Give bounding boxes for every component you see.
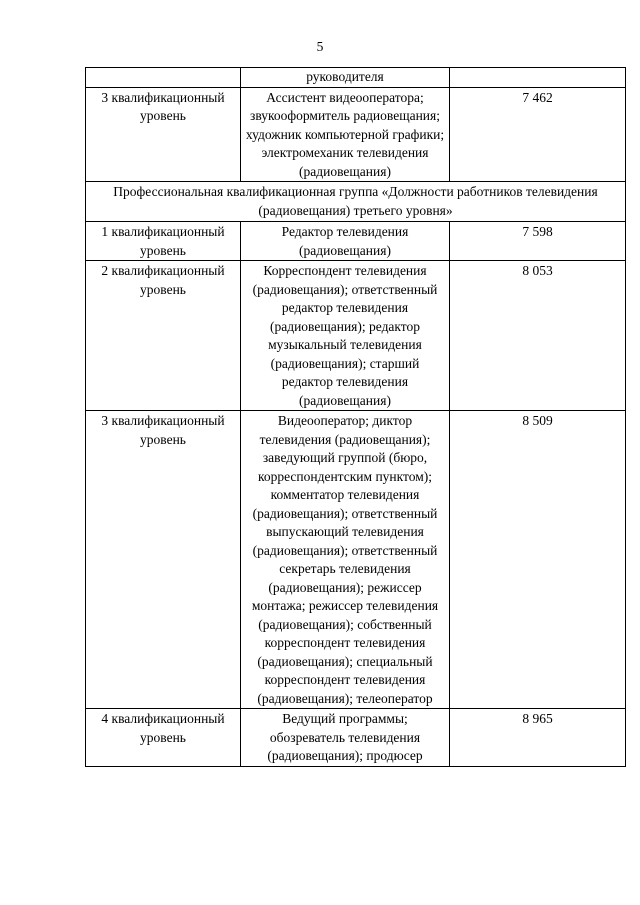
level-cell: 4 квалификационный уровень — [86, 709, 241, 767]
table-row — [86, 709, 626, 767]
salary-cell: 8 509 — [450, 411, 626, 709]
table-row — [86, 222, 626, 261]
position-cell: руководителя — [241, 68, 450, 88]
level-cell: 2 квалификационный уровень — [86, 261, 241, 411]
position-cell: Видеооператор; диктор телевидения (радиовещания); заведующий группой (бюро, корреспондентским пунктом); комментатор телевидения (радиовещания); ответственный выпускающий телевидения (радиовещания); ответственный секретарь телевидения (радиовещания); режиссер монтажа; режиссер телевидения (радиовещания); собственный корреспондент телевидения (радиовещания); специальный корреспондент телевидения (радиовещания); телеоператор — [241, 411, 450, 709]
position-cell: Ведущий программы; обозреватель телевидения (радиовещания); продюсер — [241, 709, 450, 767]
salary-cell — [450, 68, 626, 88]
salary-cell: 7 598 — [450, 222, 626, 261]
level-cell: 3 квалификационный уровень — [86, 87, 241, 182]
table-row — [86, 261, 626, 411]
table-row — [86, 411, 626, 709]
page-number: 5 — [316, 39, 324, 54]
level-cell: 3 квалификационный уровень — [86, 411, 241, 709]
salary-table — [85, 67, 626, 767]
level-cell — [86, 68, 241, 88]
group-header-row — [86, 182, 626, 222]
salary-cell: 8 965 — [450, 709, 626, 767]
level-cell: 1 квалификационный уровень — [86, 222, 241, 261]
position-cell: Редактор телевидения (радиовещания) — [241, 222, 450, 261]
salary-cell: 7 462 — [450, 87, 626, 182]
salary-cell: 8 053 — [450, 261, 626, 411]
table-row — [86, 87, 626, 182]
position-cell: Ассистент видеооператора; звукооформитель радиовещания; художник компьютерной графики; электромеханик телевидения (радиовещания) — [241, 87, 450, 182]
position-cell: Корреспондент телевидения (радиовещания); ответственный редактор телевидения (радиовещания); редактор музыкальный телевидения (радиовещания); старший редактор телевидения (радиовещания) — [241, 261, 450, 411]
table-row-continuation — [86, 68, 626, 88]
group-header: Профессиональная квалификационная группа «Должности работников телевидения (радиовещания) третьего уровня» — [86, 182, 626, 222]
